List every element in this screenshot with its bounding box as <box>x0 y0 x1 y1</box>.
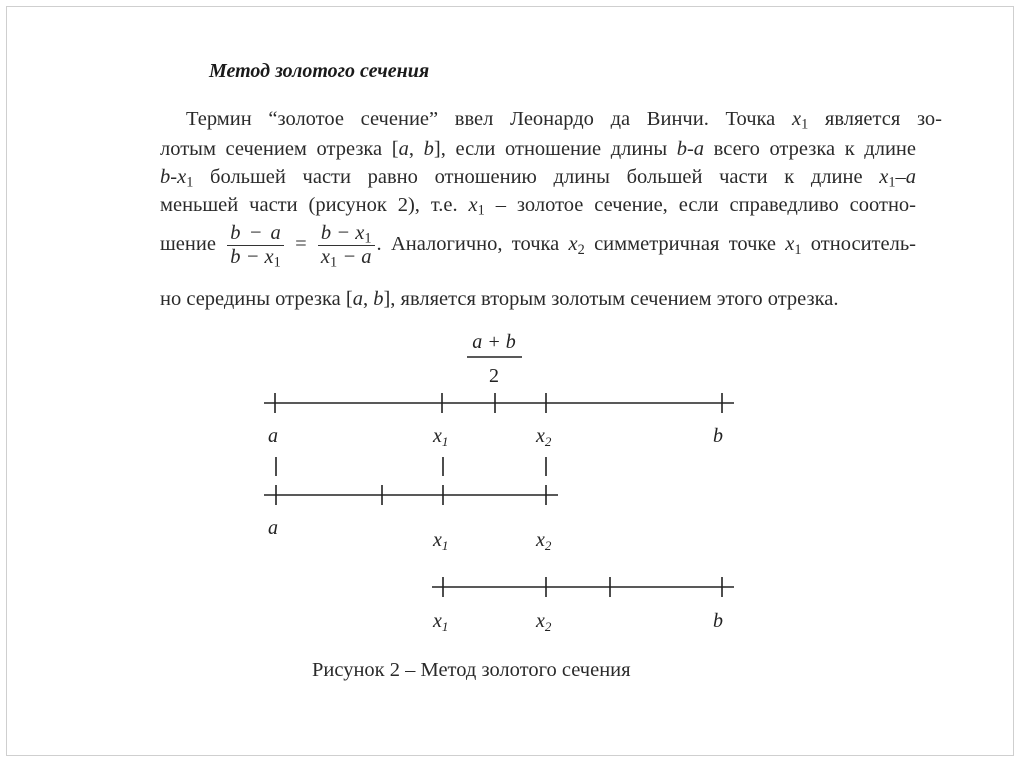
label-x2-main: x <box>536 610 545 632</box>
text-run: симметричная точке <box>584 233 786 256</box>
text-run: относитель- <box>801 233 917 256</box>
label-x1-sub: 1 <box>441 434 449 449</box>
subscript: 1 <box>801 116 809 133</box>
text-run: является зо- <box>808 108 942 130</box>
label-x2-sub: 2 <box>544 619 552 634</box>
midpoint-denominator: 2 <box>489 365 499 387</box>
label-x1 <box>432 425 448 449</box>
var-a: a <box>905 166 916 188</box>
var-x1: x <box>879 166 889 188</box>
var-x1: x <box>791 108 802 130</box>
text-run: , <box>408 138 424 160</box>
var-b-minus-x1: b-x <box>160 166 187 188</box>
fraction-1-denominator: b − x <box>230 246 274 268</box>
label-b: b <box>713 425 723 447</box>
text-run: но середины отрезка [ <box>160 288 353 310</box>
var-x1: x <box>785 233 795 256</box>
text-run: большей части равно отношению длины большей части к длине <box>193 166 880 188</box>
subscript: 1 <box>273 254 281 271</box>
subscript: 1 <box>477 202 485 219</box>
subscript: 1 <box>364 230 372 247</box>
midpoint-numerator: a + b <box>472 331 516 353</box>
subscript: 1 <box>330 254 338 271</box>
text-run: шение <box>160 233 226 256</box>
var-a: a <box>398 138 409 160</box>
label-a: a <box>268 517 278 539</box>
figure-caption: Рисунок 2 – Метод золотого сечения <box>312 659 631 681</box>
fraction-2-denominator-tail: − a <box>337 246 372 268</box>
label-x2-main: x <box>536 529 545 551</box>
subscript: 1 <box>186 174 194 191</box>
label-x1 <box>432 610 448 634</box>
label-a: a <box>268 425 278 447</box>
section-title: Метод золотого сечения <box>209 60 430 82</box>
label-x1-sub: 1 <box>441 619 449 634</box>
label-x2 <box>535 610 552 634</box>
text-run: – <box>895 166 906 188</box>
text-run: – золотое сечение, если справедливо соотно- <box>484 194 917 216</box>
label-x1-main: x <box>433 529 442 551</box>
label-b: b <box>713 610 723 632</box>
text-run: лотым сечением отрезка [ <box>160 138 399 160</box>
label-x2-sub: 2 <box>544 434 552 449</box>
label-x1 <box>432 529 448 553</box>
label-x2 <box>535 529 552 553</box>
text-run: всего отрезка к длине <box>704 138 917 160</box>
var-x2: x <box>568 233 578 256</box>
var-b-minus-a: b-a <box>676 138 705 160</box>
label-x2-main: x <box>536 425 545 447</box>
var-a: a <box>352 288 363 310</box>
label-x1-main: x <box>433 610 442 632</box>
text-run: ], если отношение длины <box>433 138 677 160</box>
text-run: ], является вторым золотым сечением этого отрезка. <box>383 288 839 310</box>
var-b: b <box>373 288 384 310</box>
label-x1-main: x <box>433 425 442 447</box>
var-x1: x <box>468 194 478 216</box>
label-x1-sub: 1 <box>441 538 449 553</box>
text-run: , <box>362 288 374 310</box>
fraction-2-numerator: b − x <box>320 222 365 244</box>
label-x2-sub: 2 <box>544 538 552 553</box>
label-x2 <box>535 425 552 449</box>
text-run: Термин “золотое сечение” ввел Леонардо да Винчи. Точка <box>186 108 792 130</box>
fraction-2-denominator: x <box>320 246 331 268</box>
var-b: b <box>423 138 434 160</box>
fraction-1-numerator: b − a <box>230 222 281 244</box>
text-run: меньшей части (рисунок 2), т.е. <box>160 194 469 216</box>
subscript: 1 <box>794 241 802 258</box>
equals-sign: = <box>285 233 316 256</box>
subscript: 2 <box>577 241 585 258</box>
subscript: 1 <box>888 174 896 191</box>
text-run: . Аналогично, точка <box>376 233 569 256</box>
